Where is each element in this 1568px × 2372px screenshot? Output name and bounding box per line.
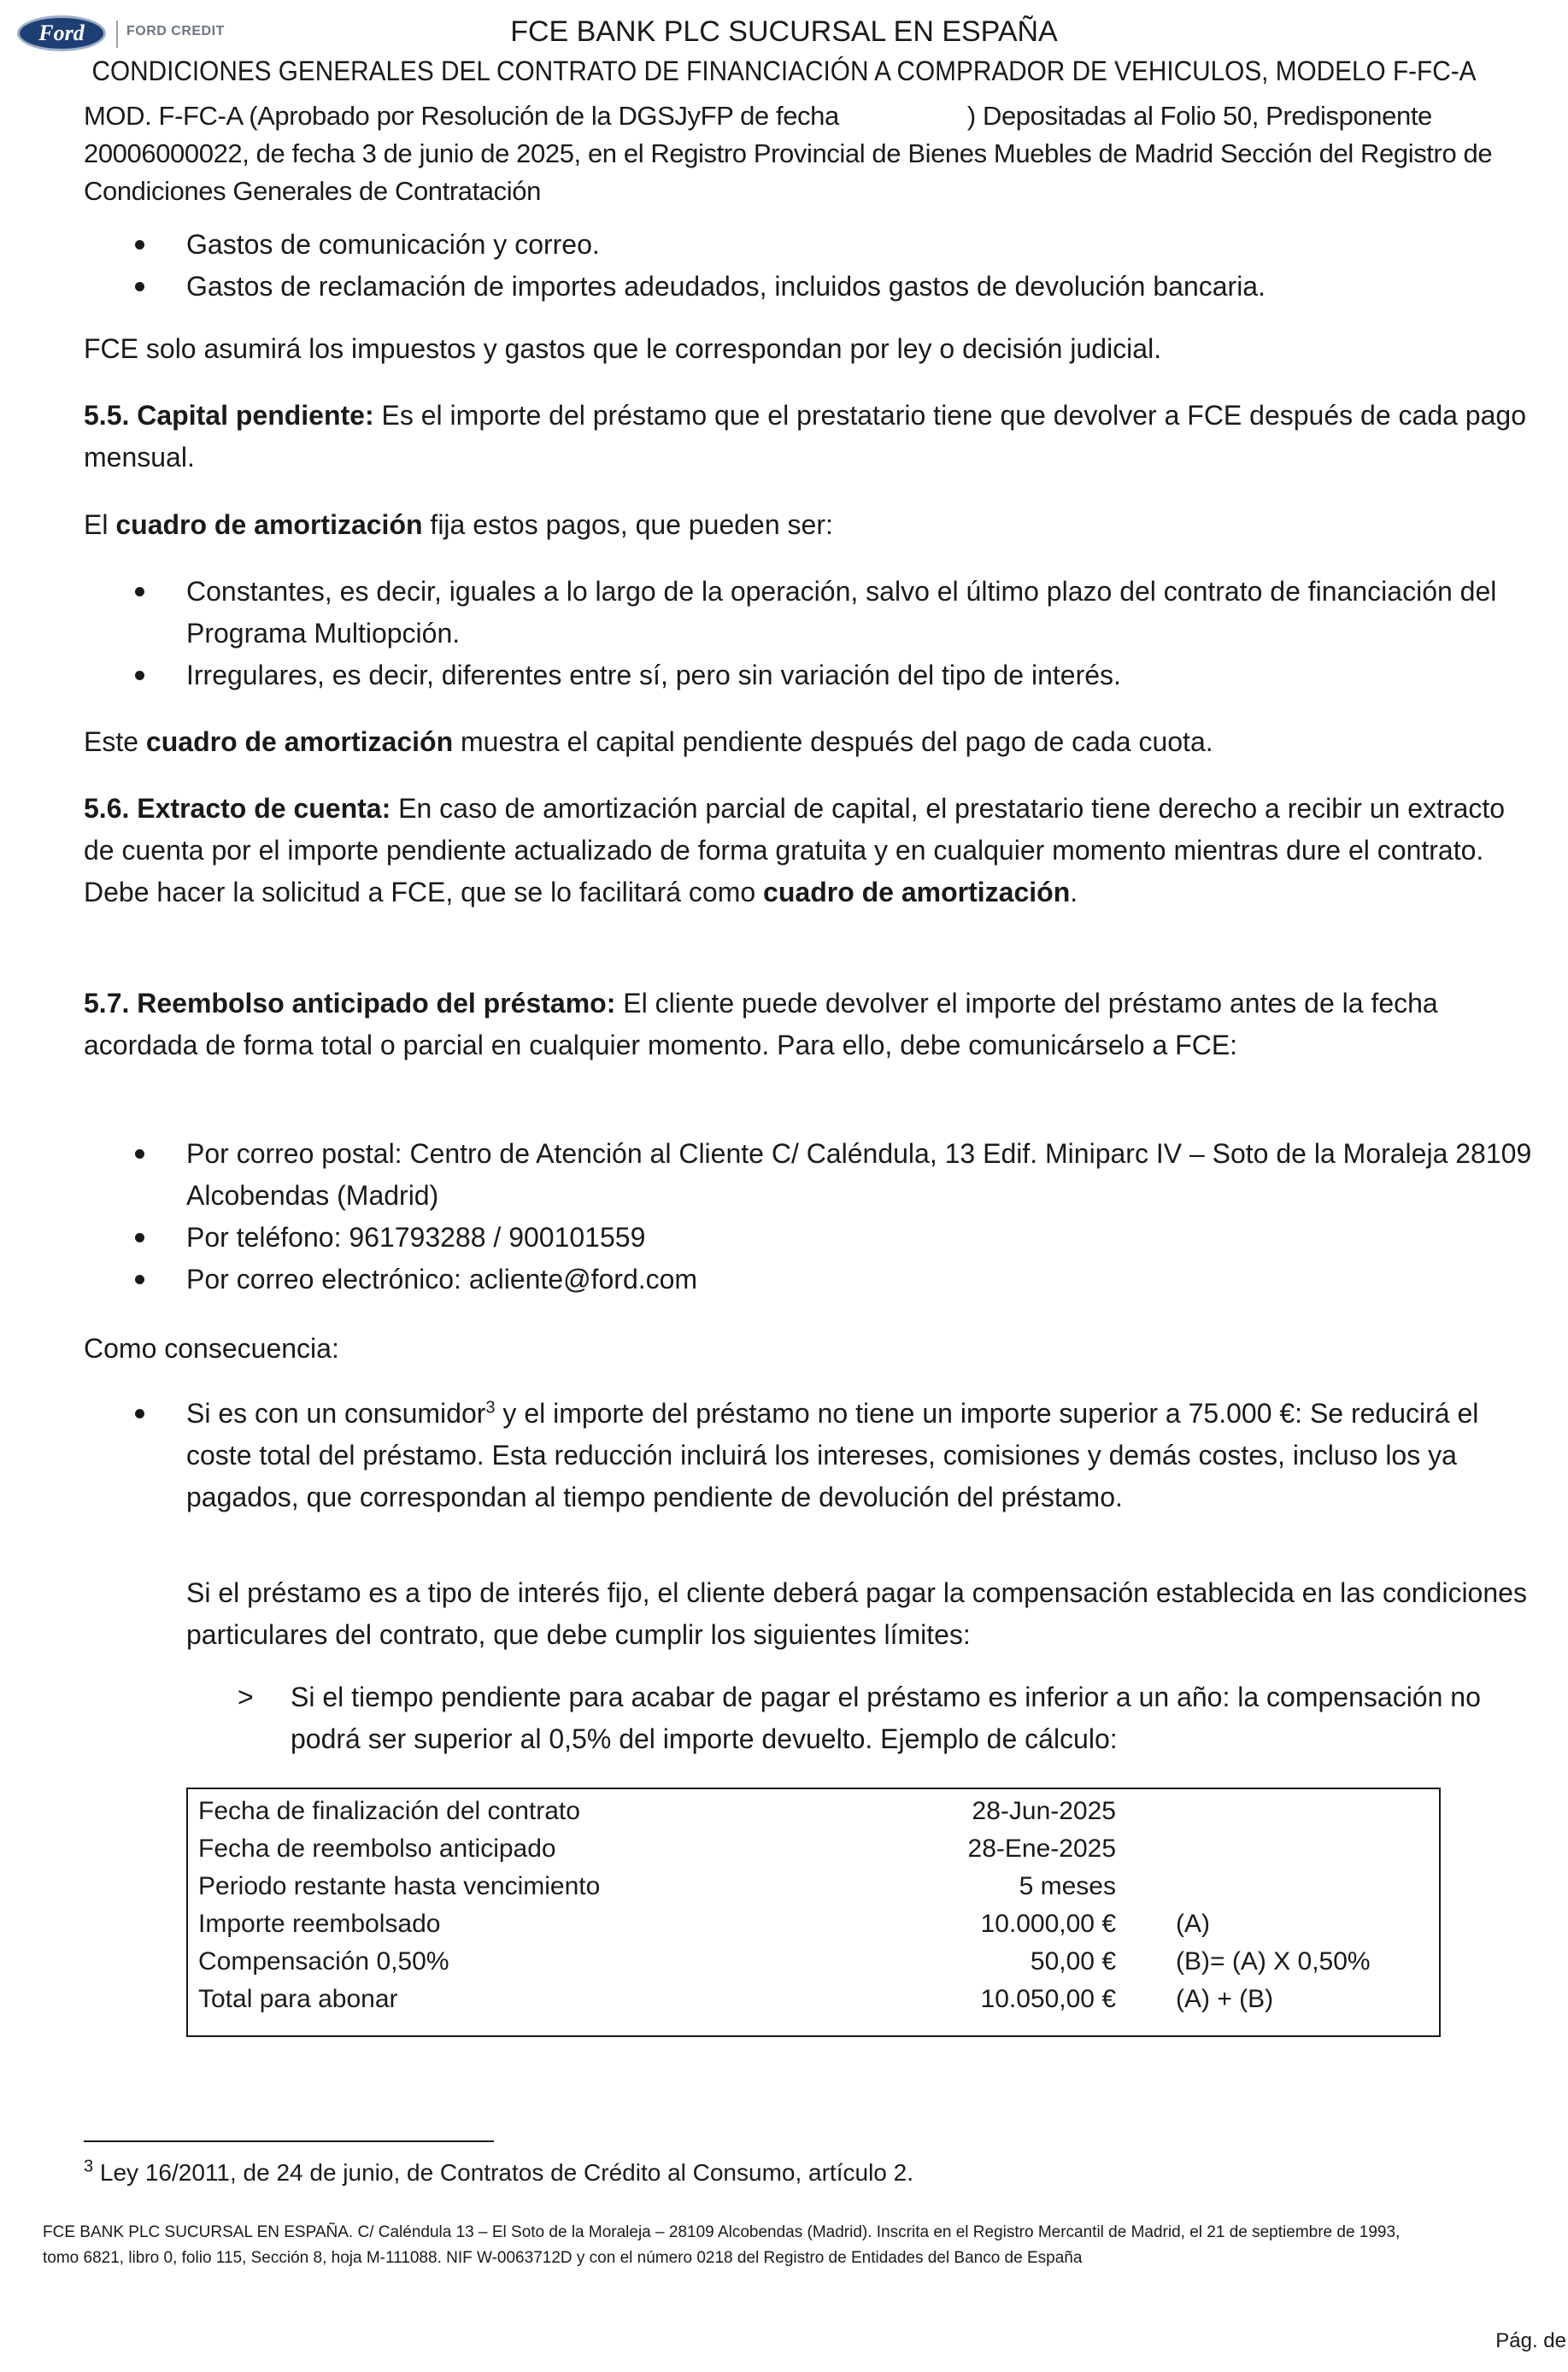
cuadro-shows-paragraph: Este cuadro de amortización muestra el capital pendiente después del pago de cada cuota.: [84, 726, 1213, 757]
fce-impuestos-paragraph: FCE solo asumirá los impuestos y gastos que le correspondan por ley o decisión judicial.: [84, 333, 1162, 364]
section-5-7-heading: 5.7. Reembolso anticipado del préstamo:: [84, 988, 616, 1019]
arrow-marker: >: [238, 1682, 254, 1712]
list-item: Por correo electrónico: acliente@ford.com: [84, 1259, 1536, 1300]
consecuencia-label: Como consecuencia:: [84, 1333, 339, 1364]
calculation-example-table: [186, 1788, 1441, 2037]
header-model-approval: [84, 97, 1528, 210]
footnote: $^3$ Ley 16/2011, de 24 de junio, de Contratos de Crédito al Consumo, artículo 2.: [84, 2157, 913, 2186]
mod-line-2: 20006000022, de fecha 3 de junio de 2025, en el Registro Provincial de Bienes Muebles de Madrid Sección del Registro de: [84, 138, 1493, 168]
limit-item: > Si el tiempo pendiente para acabar de pagar el préstamo es inferior a un año: la compensación no podrá ser superior al 0,5% del importe devuelto. Ejemplo de cálculo:: [238, 1676, 1536, 1760]
list-item: Si es con un consumidor$^3$ y el importe del préstamo no tiene un importe superior a 75.000 €: Se reducirá el coste total del préstamo. Esta reducción incluirá los intereses, comisiones y demás costes, incluso los ya pagados, que correspondan al tiempo pendiente de devolución del préstamo.: [84, 1393, 1536, 1518]
list-item: Por teléfono: 961793288 / 900101559: [84, 1217, 1536, 1259]
list-item: Irregulares, es decir, diferentes entre sí, pero sin variación del tipo de interés.: [84, 655, 1536, 696]
header-title: FCE BANK PLC SUCURSAL EN ESPAÑA: [510, 15, 1058, 48]
section-5-6-paragraph: 5.6. Extracto de cuenta: En caso de amortización parcial de capital, el prestatario tiene derecho a recibir un extracto de cuenta por el importe pendiente actualizado de forma gratuita y en cualquier momento mientras dure el contrato. Debe hacer la solicitud a FCE, que se lo facilitará como cuadro de amortización.: [84, 793, 1506, 907]
section-5-5-heading: 5.5. Capital pendiente:: [84, 400, 374, 431]
table-row: Fecha de reembolso anticipado 28-Ene-2025: [198, 1835, 1116, 1863]
legal-footer: [43, 2220, 1530, 2271]
consumidor-list: [84, 1393, 1536, 1518]
table-row: Importe reembolsado 10.000,00 € (A): [198, 1910, 1210, 1938]
list-item: Gastos de comunicación y correo.: [84, 224, 1536, 266]
section-5-6-heading: 5.6. Extracto de cuenta:: [84, 793, 391, 824]
table-row: Fecha de finalización del contrato 28-Jun-2025: [198, 1797, 1116, 1825]
table-row: Periodo restante hasta vencimiento 5 meses: [198, 1872, 1116, 1900]
section-5-5-paragraph: 5.5. Capital pendiente: Es el importe del préstamo que el prestatario tiene que devolver a FCE después de cada pago mensual.: [84, 400, 1526, 473]
fixed-rate-paragraph: Si el préstamo es a tipo de interés fijo, el cliente deberá pagar la compensación establecida en las condiciones particulares del contrato, que debe cumplir los siguientes límites:: [186, 1577, 1527, 1650]
contact-methods-list: [84, 1133, 1536, 1300]
section-5-7-paragraph: 5.7. Reembolso anticipado del préstamo: El cliente puede devolver el importe del préstamo antes de la fecha acordada de forma total o parcial en cualquier momento. Para ello, debe comunicárselo a FCE:: [84, 988, 1438, 1060]
ford-logo: Ford: [17, 15, 106, 51]
footnote-ref: 3: [485, 1398, 496, 1418]
list-item: Constantes, es decir, iguales a lo largo de la operación, salvo el último plazo del contrato de financiación del Programa Multiopción.: [84, 571, 1536, 655]
footnote-divider: [84, 2140, 494, 2142]
page-number: Pág. de: [1495, 2329, 1566, 2352]
header-subtitle: CONDICIONES GENERALES DEL CONTRATO DE FINANCIACIÓN A COMPRADOR DE VEHICULOS, MODELO F-FC-A: [91, 56, 1477, 86]
gastos-list: [84, 224, 1536, 308]
payment-types-list: [84, 571, 1536, 696]
footer-line-2: tomo 6821, libro 0, folio 115, Sección 8, hoja M-111088. NIF W-0063712D y con el número 0218 del Registro de Entidades del Banco de España: [43, 2249, 1083, 2267]
list-item: Gastos de reclamación de importes adeudados, incluidos gastos de devolución bancaria.: [84, 266, 1536, 308]
footer-line-1: FCE BANK PLC SUCURSAL EN ESPAÑA. C/ Caléndula 13 – El Soto de la Moraleja – 28109 Alcobendas (Madrid). Inscrita en el Registro Mercantil de Madrid, el 21 de septiembre de 1993,: [43, 2223, 1401, 2241]
table-row: Compensación 0,50% 50,00 € (B)= (A) X 0,50%: [198, 1947, 1371, 1976]
cuadro-paragraph: El cuadro de amortización fija estos pagos, que pueden ser:: [84, 509, 833, 540]
mod-line-1: MOD. F-FC-A (Aprobado por Resolución de la DGSJyFP de fecha ) Depositadas al Folio 50, Predisponente: [84, 101, 1432, 131]
list-item: Por correo postal: Centro de Atención al Cliente C/ Caléndula, 13 Edif. Miniparc IV – Soto de la Moraleja 28109 Alcobendas (Madrid): [84, 1133, 1536, 1217]
table-row: Total para abonar 10.050,00 € (A) + (B): [198, 1985, 1274, 2013]
mod-line-3: Condiciones Generales de Contratación: [84, 176, 541, 206]
ford-credit-logo: FORD CREDIT: [126, 24, 225, 38]
